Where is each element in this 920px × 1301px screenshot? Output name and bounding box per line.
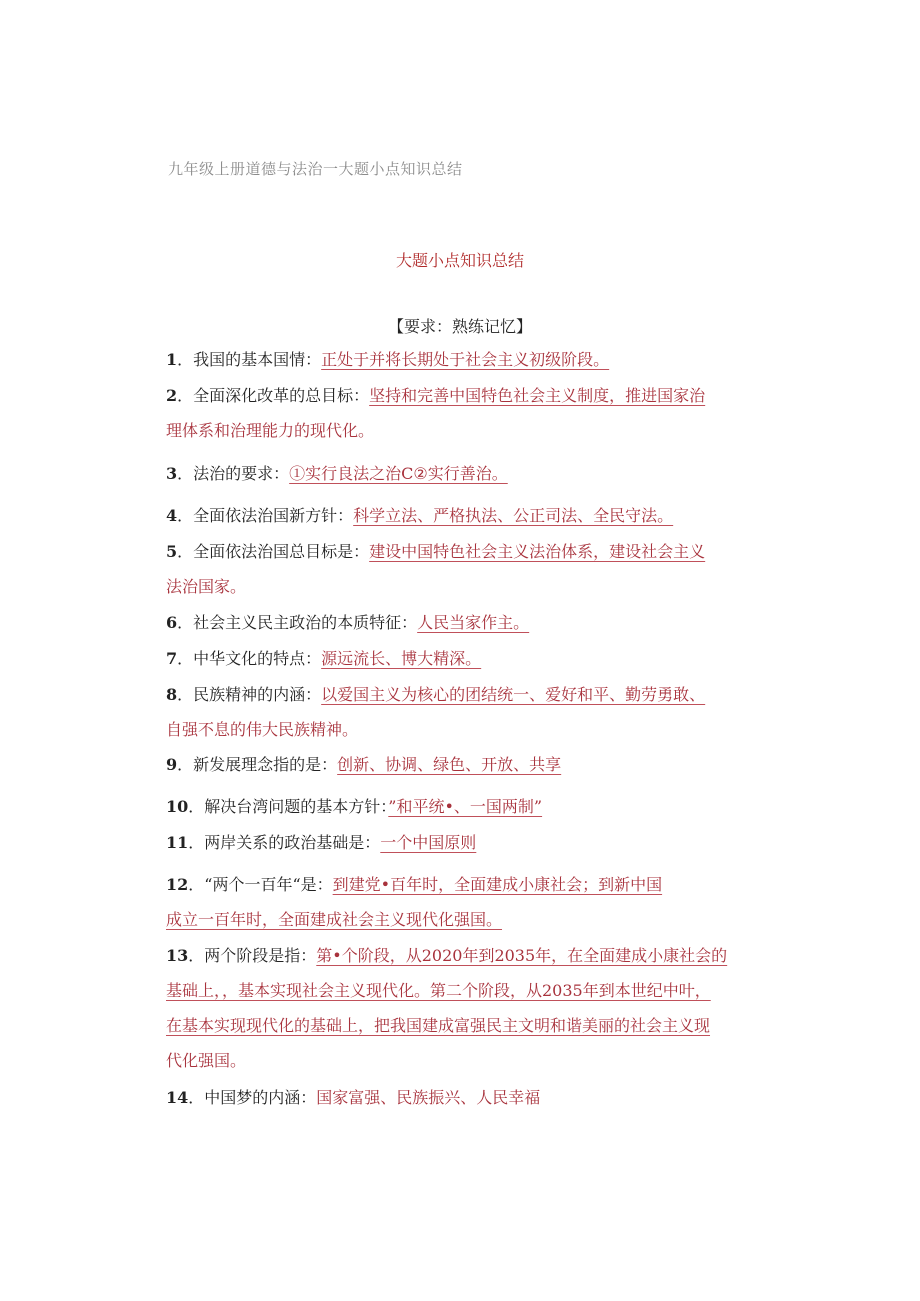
item-question: ．民族精神的内涵： (177, 685, 322, 704)
requirement-note: 【要求：熟练记忆】 (387, 317, 532, 336)
item-answer: 建设中国特色社会主义法治体系，建设社会主义 (369, 542, 706, 561)
list-item (166, 498, 766, 533)
item-number: 6 (166, 613, 178, 632)
item-answer-continued: 成立一百年时，全面建成社会主义现代化强国。 (166, 910, 503, 929)
item-answer-continued: 代化强国。 (166, 1051, 247, 1070)
document-header: 九年级上册道德与法治一大题小点知识总结 (168, 160, 463, 178)
item-answer: ”和平统•、一国两制” (388, 797, 543, 816)
item-question: ．全面依法治国新方针： (177, 506, 354, 525)
item-number: 5 (166, 542, 178, 561)
list-item (166, 677, 766, 747)
item-answer-continued: 法治国家。 (166, 577, 247, 596)
list-item (166, 789, 766, 824)
item-question: ．两岸关系的政治基础是： (188, 833, 381, 852)
item-question: ．全面深化改革的总目标： (177, 386, 370, 405)
list-item (166, 1080, 766, 1115)
list-item (166, 747, 766, 782)
list-item (166, 605, 766, 640)
list-item (166, 867, 766, 937)
item-number: 10 (166, 797, 189, 816)
item-answer-continued (166, 1008, 766, 1043)
item-answer: 正处于并将长期处于社会主义初级阶段。 (321, 350, 610, 369)
list-item (166, 825, 766, 860)
item-answer: 国家富强、民族振兴、人民幸福 (316, 1088, 541, 1107)
item-number: 1 (166, 350, 178, 369)
item-number: 8 (166, 685, 178, 704)
item-answer: 创新、协调、绿色、开放、共享 (337, 755, 562, 774)
item-number: 3 (166, 464, 178, 483)
item-answer: ①实行良法之治C②实行善治。 (289, 464, 508, 483)
list-item (166, 938, 766, 1078)
item-number: 11 (166, 833, 189, 852)
list-item (166, 378, 766, 448)
item-question: ．新发展理念指的是： (177, 755, 338, 774)
list-item (166, 342, 766, 377)
item-question: ．中国梦的内涵： (188, 1088, 317, 1107)
list-item (166, 641, 766, 676)
item-answer: 人民当家作主。 (417, 613, 530, 632)
item-question: ．中华文化的特点： (177, 649, 322, 668)
item-answer: 坚持和完善中国特色社会主义制度，推进国家治 (369, 386, 706, 405)
item-question: ．社会主义民主政治的本质特征： (177, 613, 418, 632)
list-item (166, 534, 766, 604)
item-question: ．解决台湾问题的基本方针： (188, 797, 389, 816)
item-answer: 科学立法、严格执法、公正司法、全民守法。 (353, 506, 674, 525)
item-number: 4 (166, 506, 178, 525)
item-answer: 到建党•百年时，全面建成小康社会；到新中国 (332, 875, 663, 894)
item-question: ．两个阶段是指： (188, 946, 317, 965)
item-question: ．全面依法治国总目标是： (177, 542, 370, 561)
item-question: ．法治的要求： (177, 464, 290, 483)
item-number: 14 (166, 1088, 189, 1107)
item-number: 12 (166, 875, 189, 894)
item-answer-continued: 基础上，，基本实现社会主义现代化。第二个阶段，从2035年到本世纪中叶， (166, 981, 711, 1000)
item-number: 13 (166, 946, 189, 965)
item-answer-line: 在基本实现现代化的基础上，把我国建成富强民主文明和谐美丽的社会主义现 (166, 1016, 711, 1035)
item-answer-continued: 自强不息的伟大民族精神。 (166, 720, 359, 739)
item-answer: 以爱国主义为核心的团结统一、爱好和平、勤劳勇敢、 (321, 685, 706, 704)
item-number: 2 (166, 386, 178, 405)
item-question: ．我国的基本国情： (177, 350, 322, 369)
item-question: ．“两个一百年“是： (188, 875, 333, 894)
page-title: 大题小点知识总结 (395, 251, 524, 270)
list-item (166, 456, 766, 491)
item-number: 7 (166, 649, 178, 668)
item-number: 9 (166, 755, 178, 774)
item-answer: 一个中国原则 (380, 833, 477, 852)
item-answer: 源远流长、博大精深。 (321, 649, 482, 668)
item-answer-continued: 理体系和治理能力的现代化。 (166, 421, 375, 440)
item-answer: 第•个阶段，从2020年到2035年，在全面建成小康社会的 (316, 946, 728, 965)
